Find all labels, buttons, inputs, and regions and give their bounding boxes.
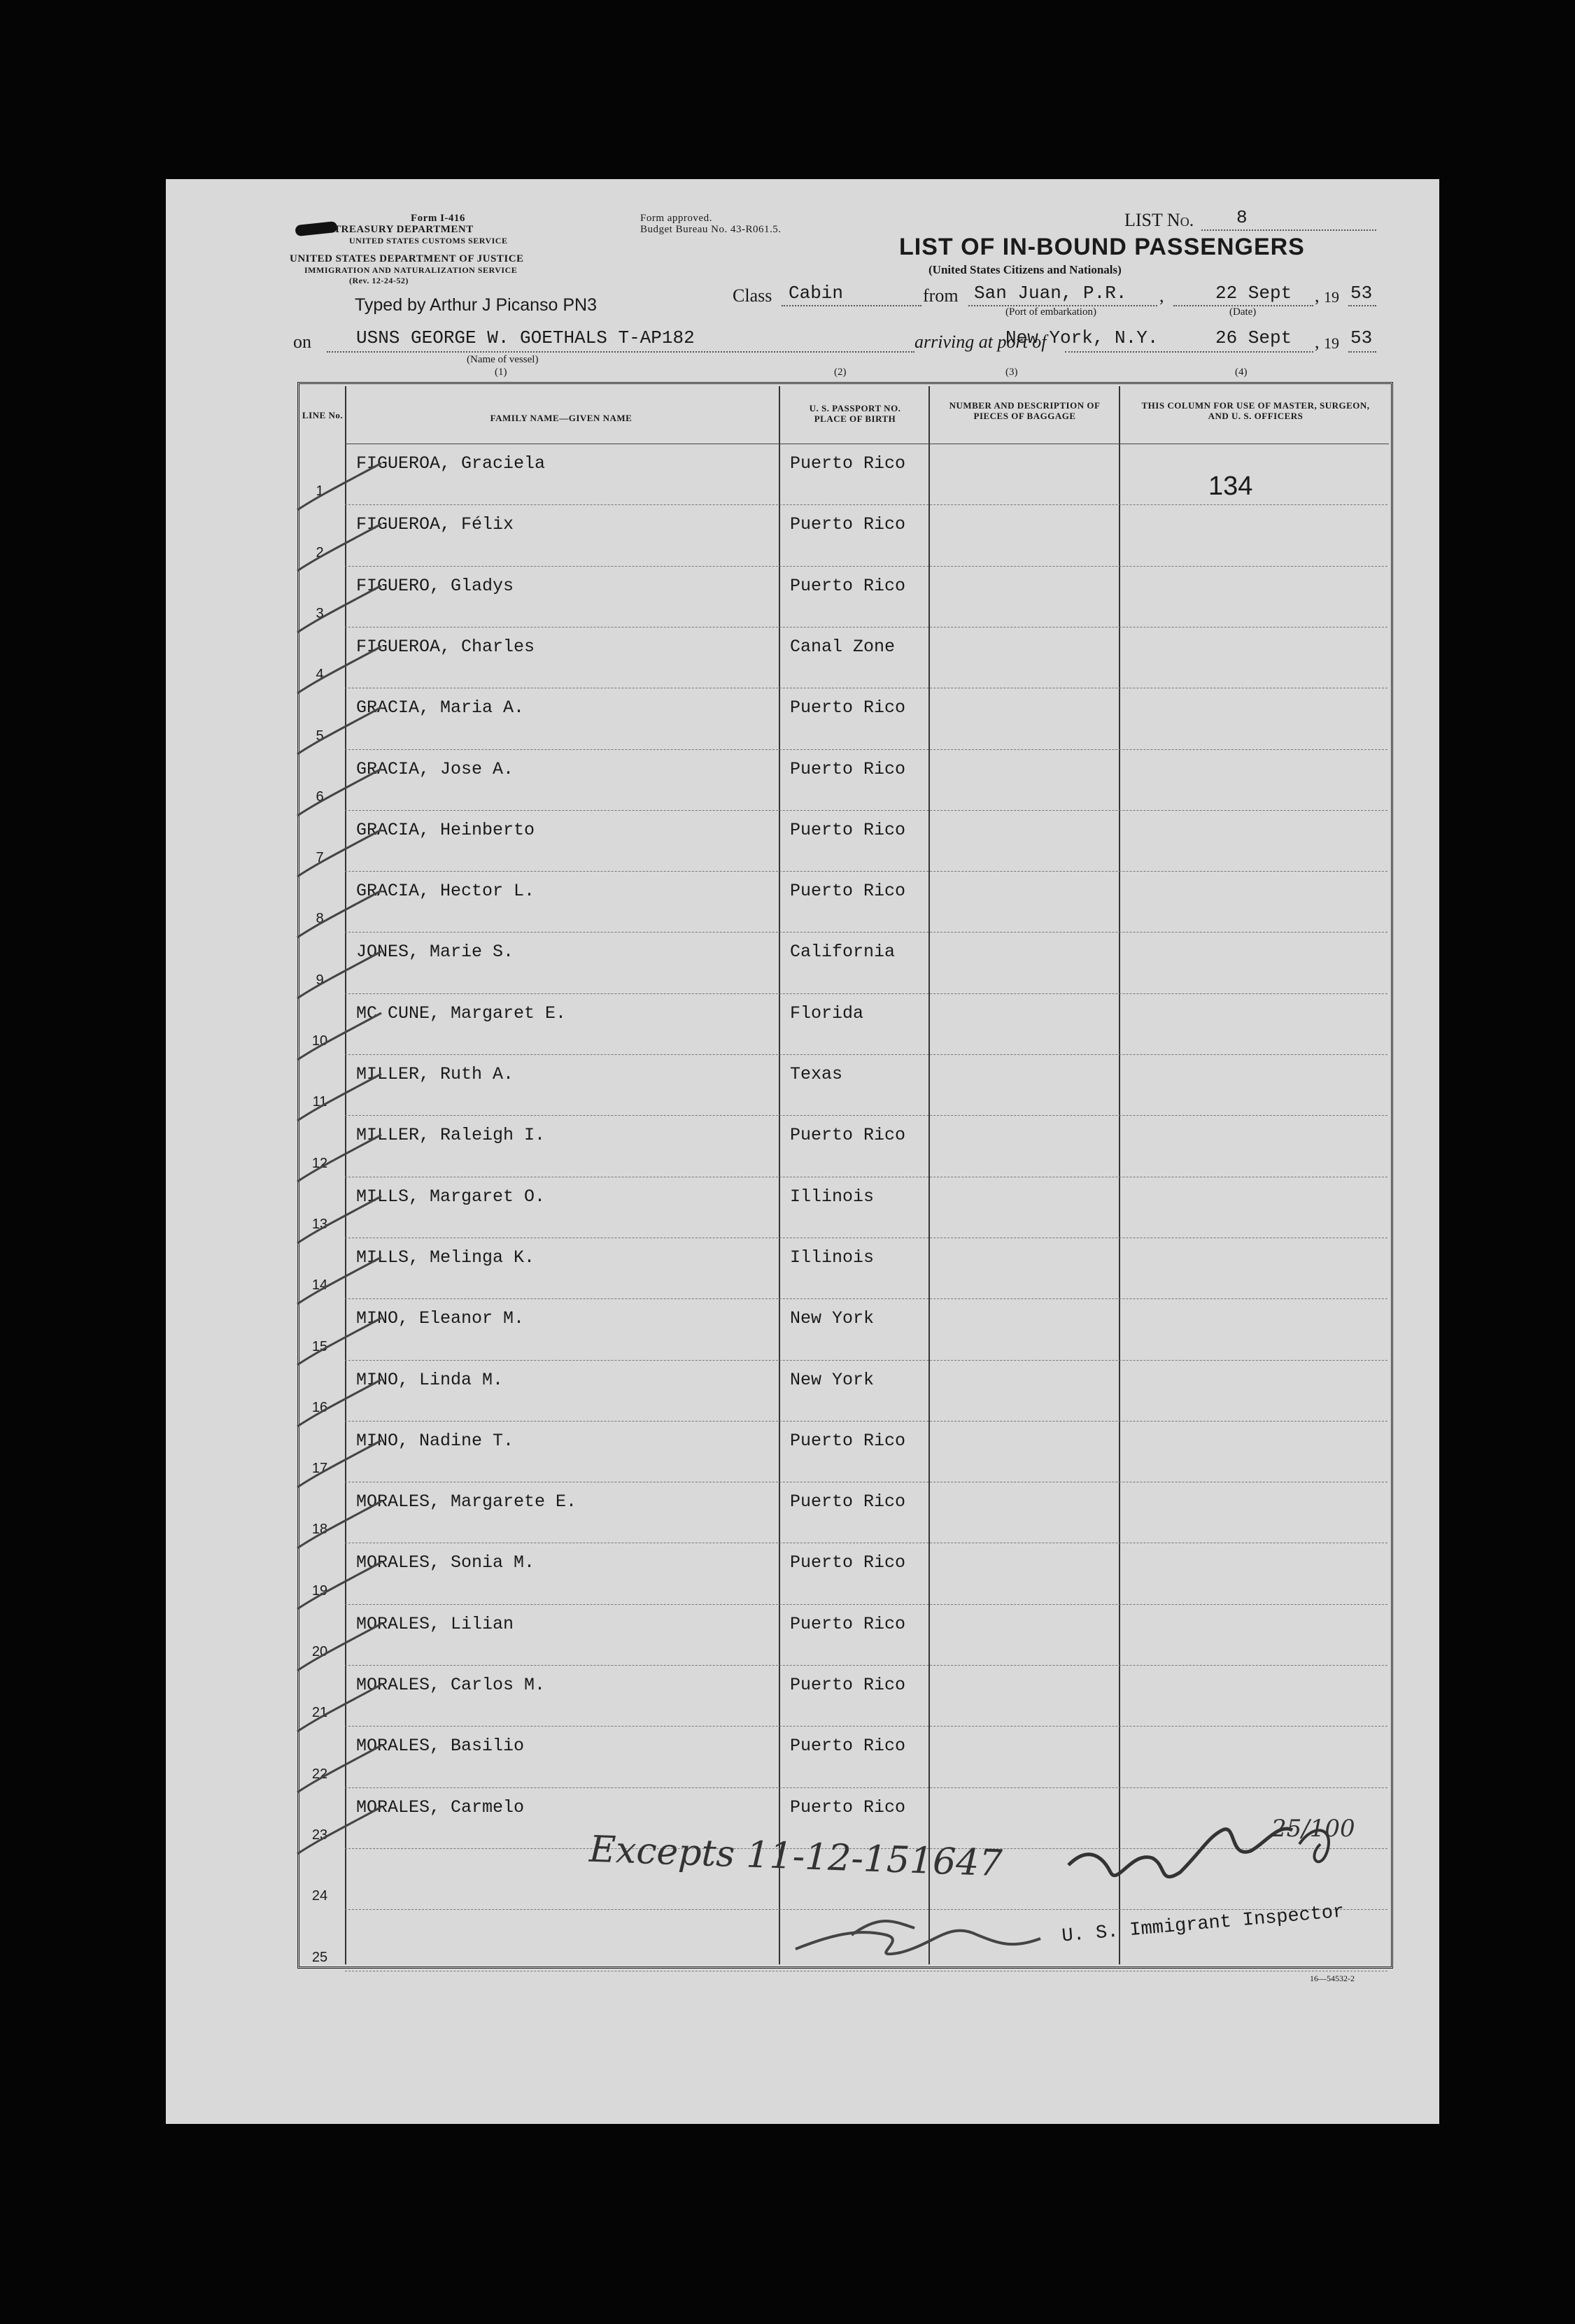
passenger-list-sheet: Form I-416 TREASURY DEPARTMENT UNITED STATES CUSTOMS SERVICE UNITED STATES DEPARTMENT OF JUSTICE IMMIGRATION AND NATURALIZATION SERVICE (Rev. 12-24-52) Form approved. Budget Bureau No. 43-R061.5. LIST No. 8 LIST OF IN-BOUND PASSENGERS (United States Citizens and Nationals) Typed by Arthur J Picanso PN3 Class Cabin from San Juan, P.R. (Port of embarkation) , 22 Sept (Date) , 19 53 on USNS GEORGE W. GOETHALS T-AP182 (Name of vessel) (1) arriving at port of (2) New York, N.Y. (3) 26 Sept (4) , 19 53 LINE No. FAMILY NAME—GIVEN NAME U. S. PASSPORT NO. PLACE OF BIRTH NUMBER AND DESCRIPTION OF PIECES OF BAGGAGE THIS COLUMN FOR USE OF MASTER, SURGEON, AND U. S. OFFICERS 134 1 FIGUEROA, Graciela Puerto Rico 2 FIGUEROA, Félix Puerto Rico 3 FIGUERO, Gladys Puerto Rico 4 FIGUEROA, Charles Canal Zone 5 GRACIA, Maria A. Puerto Rico 6 GRACIA, Jose A. Puerto Rico 7 GRACIA, Heinberto Puerto Rico 8 GRACIA, Hector L. Puerto Rico 9 JONES, Marie S. California 10 MC CUNE, Margaret E. Florida 11 MILLER, Ruth A. Texas 12 MILLER, Raleigh I. Puerto Rico 13 MILLS, Margaret O. Illinois 14 MILLS, Melinga K. Illinois 15 MINO, Eleanor M. New York 16 MINO, Linda M. New York 17 MINO, Nadine T. Puerto Rico 18 MORALES, Margarete E. Puerto Rico 19 MORALES, Sonia M. Puerto Rico 20 MORALES, Lilian Puerto Rico 21 MORALES, Carlos M. Puerto Rico 22 MORALES, Basilio Puerto Rico 23 MORALES, Carmelo Puerto Rico 24 25 Excepts 11-12-151647 25/100 U. S. Immigrant Inspector 16—54532-2 — [166, 179, 1439, 2124]
passenger-name: MORALES, Basilio — [356, 1736, 525, 1757]
line-number: 21 — [311, 1705, 328, 1721]
header-name: FAMILY NAME—GIVEN NAME — [490, 413, 633, 423]
passenger-name: FIGUEROA, Charles — [356, 636, 535, 657]
header-line-no: LINE No. — [302, 410, 344, 420]
column-number-1: (1) — [495, 367, 507, 378]
line-number: 14 — [311, 1277, 328, 1294]
date-caption: (Date) — [1229, 306, 1257, 318]
line-number: 22 — [311, 1766, 328, 1782]
passenger-name: MORALES, Carlos M. — [356, 1675, 546, 1695]
place-of-birth: Puerto Rico — [790, 1552, 906, 1573]
passenger-name: MINO, Eleanor M. — [356, 1308, 525, 1329]
passenger-name: MILLER, Raleigh I. — [356, 1125, 546, 1146]
line-number: 23 — [311, 1827, 328, 1843]
line-number: 10 — [311, 1033, 328, 1049]
check-mark — [290, 458, 388, 520]
passenger-name: MINO, Linda M. — [356, 1369, 504, 1390]
document-subtitle: (United States Citizens and Nationals) — [928, 263, 1122, 276]
line-number: 24 — [311, 1888, 328, 1904]
place-of-birth: California — [790, 942, 896, 963]
place-of-birth: Puerto Rico — [790, 1430, 906, 1451]
arrival-year: 53 — [1350, 327, 1373, 348]
ins: IMMIGRATION AND NATURALIZATION SERVICE — [304, 265, 518, 275]
place-of-birth: Puerto Rico — [790, 1797, 906, 1818]
passenger-name: GRACIA, Maria A. — [356, 697, 525, 718]
line-number: 8 — [316, 911, 324, 927]
header-birth: U. S. PASSPORT NO. PLACE OF BIRTH — [809, 403, 901, 424]
place-of-birth: Illinois — [790, 1247, 875, 1268]
check-mark — [290, 1129, 388, 1192]
handwritten-fraction: 25/100 — [1271, 1815, 1355, 1843]
place-of-birth: Florida — [790, 1002, 864, 1023]
check-mark — [290, 1374, 388, 1437]
check-mark — [290, 1801, 388, 1864]
place-of-birth: Puerto Rico — [790, 1675, 906, 1695]
check-mark — [290, 946, 388, 1009]
document-title: LIST OF IN-BOUND PASSENGERS — [899, 234, 1305, 260]
customs-service: UNITED STATES CUSTOMS SERVICE — [349, 236, 508, 246]
check-mark — [290, 1435, 388, 1498]
place-of-birth: Puerto Rico — [790, 514, 906, 535]
place-of-birth: Puerto Rico — [790, 819, 906, 840]
line-number: 19 — [311, 1582, 328, 1599]
place-of-birth: Puerto Rico — [790, 1125, 906, 1146]
arrival-year-prefix: 19 — [1324, 334, 1339, 352]
line-number: 12 — [311, 1155, 328, 1171]
place-of-birth: Puerto Rico — [790, 758, 906, 779]
passenger-name: MILLS, Margaret O. — [356, 1186, 546, 1207]
header-officers: THIS COLUMN FOR USE OF MASTER, SURGEON, AND U. S. OFFICERS — [1141, 400, 1370, 421]
place-of-birth: Puerto Rico — [790, 881, 906, 902]
line-number: 20 — [311, 1644, 328, 1659]
from-label: from — [923, 285, 959, 306]
list-no-value: 8 — [1236, 207, 1248, 228]
passenger-name: MILLS, Melinga K. — [356, 1247, 535, 1268]
column-number-3: (3) — [1005, 367, 1018, 378]
place-of-birth: Canal Zone — [790, 636, 896, 657]
passenger-name: FIGUERO, Gladys — [356, 575, 514, 596]
departure-year-prefix: 19 — [1324, 288, 1339, 306]
passenger-name: GRACIA, Hector L. — [356, 881, 535, 902]
check-mark — [290, 824, 388, 887]
check-mark — [290, 518, 388, 581]
departure-date: 22 Sept — [1215, 283, 1292, 304]
arriving-label: arriving at port of — [914, 332, 1047, 352]
arrival-date: 26 Sept — [1215, 327, 1292, 348]
line-number: 11 — [312, 1094, 327, 1110]
header-baggage: NUMBER AND DESCRIPTION OF PIECES OF BAGGAGE — [949, 400, 1101, 421]
from-value: San Juan, P.R. — [974, 283, 1127, 304]
passenger-name: MC CUNE, Margaret E. — [356, 1002, 567, 1023]
line-number: 1 — [316, 483, 324, 499]
line-number: 15 — [311, 1338, 328, 1354]
passenger-name: MORALES, Sonia M. — [356, 1552, 535, 1573]
check-mark — [290, 1252, 388, 1315]
class-label: Class — [733, 285, 772, 306]
vessel-caption: (Name of vessel) — [467, 354, 539, 365]
place-of-birth: Illinois — [790, 1186, 875, 1207]
budget-bureau: Budget Bureau No. 43-R061.5. — [640, 224, 782, 235]
inspector-label: U. S. Immigrant Inspector — [1061, 1901, 1346, 1948]
passenger-name: FIGUEROA, Félix — [356, 514, 514, 535]
check-mark — [290, 885, 388, 948]
check-mark — [290, 1068, 388, 1131]
check-mark — [290, 1191, 388, 1254]
check-mark — [290, 1007, 388, 1070]
check-mark — [290, 1740, 388, 1803]
typed-by: Typed by Arthur J Picanso PN3 — [355, 295, 598, 315]
check-mark — [290, 763, 388, 826]
passenger-name: MORALES, Lilian — [356, 1613, 514, 1634]
print-code: 16—54532-2 — [1310, 1974, 1355, 1983]
form-approved: Form approved. — [640, 213, 712, 224]
place-of-birth: Puerto Rico — [790, 575, 906, 596]
place-of-birth: Puerto Rico — [790, 1613, 906, 1634]
check-mark — [290, 1618, 388, 1681]
check-mark — [290, 580, 388, 643]
check-mark — [290, 702, 388, 765]
column-number-4: (4) — [1235, 367, 1248, 378]
passenger-name: MORALES, Carmelo — [356, 1797, 525, 1818]
passenger-name: JONES, Marie S. — [356, 942, 514, 963]
check-mark — [290, 1557, 388, 1620]
list-no-label: LIST No. — [1124, 210, 1194, 230]
passenger-name: GRACIA, Heinberto — [356, 819, 535, 840]
line-number: 25 — [311, 1949, 328, 1965]
column-number-2: (2) — [834, 367, 847, 378]
check-mark — [290, 1312, 388, 1375]
department-of-justice: UNITED STATES DEPARTMENT OF JUSTICE — [290, 253, 524, 264]
line-number: 9 — [316, 972, 324, 988]
vessel-name: USNS GEORGE W. GOETHALS T-AP182 — [356, 327, 695, 348]
line-number: 13 — [311, 1216, 328, 1232]
line-number: 3 — [316, 605, 324, 621]
line-number: 7 — [316, 850, 324, 866]
place-of-birth: New York — [790, 1308, 875, 1329]
on-label: on — [293, 332, 311, 352]
line-number: 18 — [311, 1522, 328, 1538]
line-number: 16 — [311, 1399, 328, 1415]
check-mark — [290, 641, 388, 704]
line-number: 6 — [316, 788, 324, 805]
place-of-birth: Puerto Rico — [790, 1736, 906, 1757]
form-number: Form I-416 — [411, 213, 465, 224]
place-of-birth: New York — [790, 1369, 875, 1390]
place-of-birth: Puerto Rico — [790, 697, 906, 718]
passenger-table — [297, 382, 1393, 1969]
passenger-name: MINO, Nadine T. — [356, 1430, 514, 1451]
handwritten-note: Excepts 11-12-151647 — [588, 1828, 1003, 1885]
departure-year: 53 — [1350, 283, 1373, 304]
class-value: Cabin — [789, 283, 844, 304]
signature — [775, 1760, 1404, 1984]
place-of-birth: Puerto Rico — [790, 453, 906, 474]
from-caption: (Port of embarkation) — [1005, 306, 1096, 318]
treasury-department: TREASURY DEPARTMENT — [334, 224, 474, 235]
passenger-name: FIGUEROA, Graciela — [356, 453, 546, 474]
ink-blot — [295, 221, 337, 236]
place-of-birth: Texas — [790, 1064, 843, 1084]
line-number: 17 — [311, 1461, 328, 1477]
place-of-birth: Puerto Rico — [790, 1492, 906, 1512]
check-mark — [290, 1496, 388, 1559]
arrival-port: New York, N.Y. — [1005, 327, 1159, 348]
line-number: 5 — [316, 728, 324, 744]
passenger-name: GRACIA, Jose A. — [356, 758, 514, 779]
passenger-name: MILLER, Ruth A. — [356, 1064, 514, 1084]
officer-note: 134 — [1208, 472, 1253, 501]
form-revision: (Rev. 12-24-52) — [349, 276, 409, 285]
check-mark — [290, 1679, 388, 1742]
line-number: 2 — [316, 544, 324, 560]
passenger-name: MORALES, Margarete E. — [356, 1492, 577, 1512]
line-number: 4 — [316, 667, 324, 683]
